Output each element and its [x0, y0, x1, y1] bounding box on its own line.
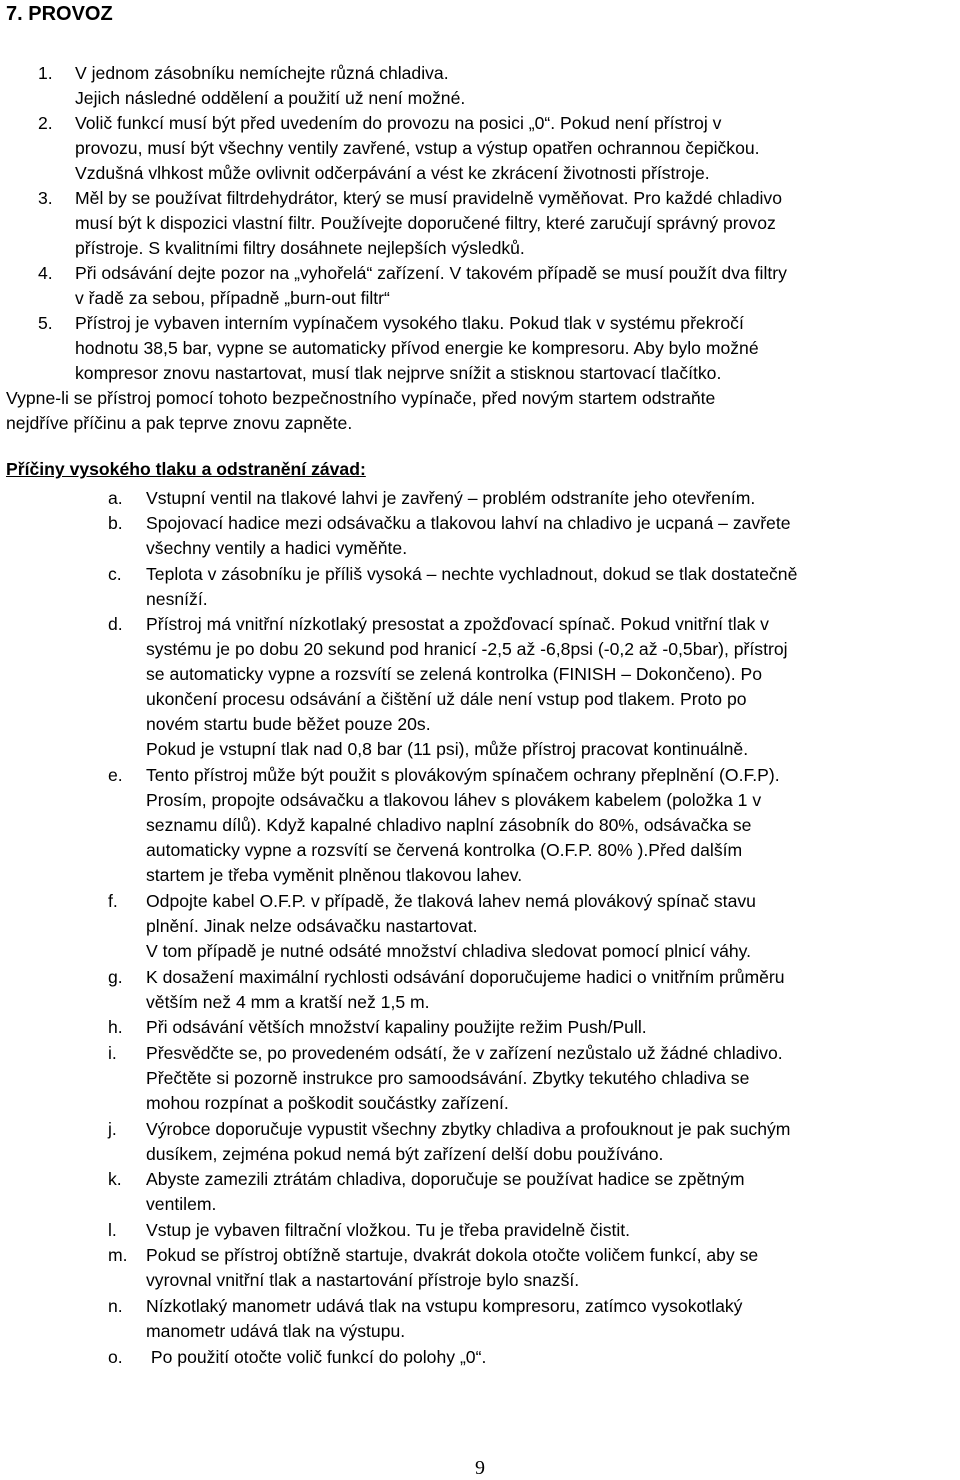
cause-b-line-1: Spojovací hadice mezi odsávačku a tlakovou lahví na chladivo je ucpaná – zavřete	[146, 513, 791, 533]
safety-note-line-1: Vypne-li se přístroj pomocí tohoto bezpečnostního vypínače, před novým startem odstraňte	[6, 388, 716, 408]
cause-j-marker: j.	[108, 1119, 117, 1139]
item-3-marker: 3.	[38, 188, 53, 208]
causes-heading: Příčiny vysokého tlaku a odstranění závad:	[6, 459, 366, 479]
cause-i-marker: i.	[108, 1043, 117, 1063]
cause-i-line-2: Přečtěte si pozorně instrukce pro samoodsávání. Zbytky tekutého chladiva se	[146, 1068, 750, 1088]
cause-e-line-1: Tento přístroj může být použit s plovákovým spínačem ochrany přeplnění (O.F.P).	[146, 765, 780, 785]
cause-j-line-2: dusíkem, zejména pokud nemá být zařízení delší dobu používáno.	[146, 1144, 664, 1164]
cause-h-line-1: Při odsávání větších množství kapaliny použijte režim Push/Pull.	[146, 1017, 647, 1037]
cause-c-line-1: Teplota v zásobníku je příliš vysoká – nechte vychladnout, dokud se tlak dostatečně	[146, 564, 798, 584]
cause-n-marker: n.	[108, 1296, 123, 1316]
cause-e-marker: e.	[108, 765, 123, 785]
cause-l-line-1: Vstup je vybaven filtrační vložkou. Tu je třeba pravidelně čistit.	[146, 1220, 631, 1240]
cause-g-line-1: K dosažení maximální rychlosti odsávání doporučujeme hadici o vnitřním průměru	[146, 967, 785, 987]
item-3-line-3: přístroje. S kvalitními filtry dosáhnete nejlepších výsledků.	[75, 238, 525, 258]
section-heading: 7. PROVOZ	[6, 3, 113, 25]
cause-n-line-1: Nízkotlaký manometr udává tlak na vstupu kompresoru, zatímco vysokotlaký	[146, 1296, 743, 1316]
item-2-line-2: provozu, musí být všechny ventily zavřené, vstup a výstup opatřen ochrannou čepičkou.	[75, 138, 760, 158]
cause-d-line-5: novém startu bude běžet pouze 20s.	[146, 714, 431, 734]
cause-l-marker: l.	[108, 1220, 117, 1240]
cause-h-marker: h.	[108, 1017, 123, 1037]
cause-f-line-2: plnění. Jinak nelze odsávačku nastartovat.	[146, 916, 478, 936]
cause-j-line-1: Výrobce doporučuje vypustit všechny zbytky chladiva a profouknout je pak suchým	[146, 1119, 791, 1139]
item-2-line-3: Vzdušná vlhkost může ovlivnit odčerpávání a vést ke zkrácení životnosti přístroje.	[75, 163, 710, 183]
cause-g-marker: g.	[108, 967, 123, 987]
cause-e-line-5: startem je třeba vyměnit plněnou tlakovou lahev.	[146, 865, 523, 885]
cause-b-line-2: všechny ventily a hadici vyměňte.	[146, 538, 408, 558]
cause-d-line-1: Přístroj má vnitřní nízkotlaký presostat a zpožďovací spínač. Pokud vnitřní tlak v	[146, 614, 769, 634]
safety-note-line-2: nejdříve příčinu a pak teprve znovu zapněte.	[6, 413, 353, 433]
page-number: 9	[475, 1457, 485, 1479]
item-5-line-3: kompresor znovu nastartovat, musí tlak nejprve snížit a stisknou startovací tlačítko.	[75, 363, 722, 383]
cause-e-line-4: automaticky vypne a rozsvítí se červená kontrolka (O.F.P. 80% ).Před dalším	[146, 840, 743, 860]
cause-g-line-2: větším než 4 mm a kratší než 1,5 m.	[146, 992, 430, 1012]
cause-c-line-2: nesníží.	[146, 589, 208, 609]
cause-d-line-3: se automaticky vypne a rozsvítí se zelená kontrolka (FINISH – Dokončeno). Po	[146, 664, 763, 684]
cause-e-line-2: Prosím, propojte odsávačku a tlakovou láhev s plovákem kabelem (položka 1 v	[146, 790, 762, 810]
item-5-marker: 5.	[38, 313, 53, 333]
item-2-line-1: Volič funkcí musí být před uvedením do provozu na posici „0“. Pokud není přístroj v	[75, 113, 722, 133]
item-5-line-1: Přístroj je vybaven interním vypínačem vysokého tlaku. Pokud tlak v systému překročí	[75, 313, 744, 333]
cause-k-line-2: ventilem.	[146, 1194, 217, 1214]
cause-c-marker: c.	[108, 564, 122, 584]
item-3-line-1: Měl by se používat filtrdehydrátor, který se musí pravidelně vyměňovat. Pro každé chladivo	[75, 188, 783, 208]
cause-i-line-1: Přesvědčte se, po provedeném odsátí, že v zařízení nezůstalo už žádné chladivo.	[146, 1043, 783, 1063]
cause-d-line-2: systému je po dobu 20 sekund pod hranicí -2,5 až -6,8psi (-0,2 až -0,5bar), přístroj	[146, 639, 788, 659]
item-4-marker: 4.	[38, 263, 53, 283]
cause-m-marker: m.	[108, 1245, 128, 1265]
cause-d-line-6: Pokud je vstupní tlak nad 0,8 bar (11 psi), může přístroj pracovat kontinuálně.	[146, 739, 749, 759]
item-2-marker: 2.	[38, 113, 53, 133]
cause-a-line-1: Vstupní ventil na tlakové lahvi je zavřený – problém odstraníte jeho otevřením.	[146, 488, 756, 508]
cause-k-line-1: Abyste zamezili ztrátám chladiva, doporučuje se používat hadice se zpětným	[146, 1169, 745, 1189]
cause-f-line-1: Odpojte kabel O.F.P. v případě, že tlaková lahev nemá plovákový spínač stavu	[146, 891, 756, 911]
item-4-line-2: v řadě za sebou, případně „burn-out filtr“	[75, 288, 390, 308]
item-1-line-2: Jejich následné oddělení a použití už není možné.	[75, 88, 466, 108]
cause-i-line-3: mohou rozpínat a poškodit součástky zařízení.	[146, 1093, 509, 1113]
cause-m-line-2: vyrovnal vnitřní tlak a nastartování přístroje bylo snazší.	[146, 1270, 580, 1290]
item-1-line-1: V jednom zásobníku nemíchejte různá chladiva.	[75, 63, 449, 83]
cause-e-line-3: seznamu dílů). Když kapalné chladivo naplní zásobník do 80%, odsávačka se	[146, 815, 752, 835]
cause-m-line-1: Pokud se přístroj obtížně startuje, dvakrát dokola otočte voličem funkcí, aby se	[146, 1245, 759, 1265]
cause-f-line-3: V tom případě je nutné odsáté množství chladiva sledovat pomocí plnicí váhy.	[146, 941, 752, 961]
cause-d-line-4: ukončení procesu odsávání a čištění už dále není vstup pod tlakem. Proto po	[146, 689, 747, 709]
cause-b-marker: b.	[108, 513, 123, 533]
cause-o-line-1: Po použití otočte volič funkcí do polohy „0“.	[146, 1347, 487, 1367]
item-4-line-1: Při odsávání dejte pozor na „vyhořelá“ zařízení. V takovém případě se musí použít dva filtry	[75, 263, 787, 283]
item-1-marker: 1.	[38, 63, 53, 83]
item-3-line-2: musí být k dispozici vlastní filtr. Používejte doporučené filtry, které zaručují správný provoz	[75, 213, 776, 233]
item-5-line-2: hodnotu 38,5 bar, vypne se automaticky přívod energie ke kompresoru. Aby bylo možné	[75, 338, 759, 358]
cause-k-marker: k.	[108, 1169, 122, 1189]
cause-n-line-2: manometr udává tlak na výstupu.	[146, 1321, 406, 1341]
cause-d-marker: d.	[108, 614, 123, 634]
cause-a-marker: a.	[108, 488, 123, 508]
cause-f-marker: f.	[108, 891, 118, 911]
cause-o-marker: o.	[108, 1347, 123, 1367]
